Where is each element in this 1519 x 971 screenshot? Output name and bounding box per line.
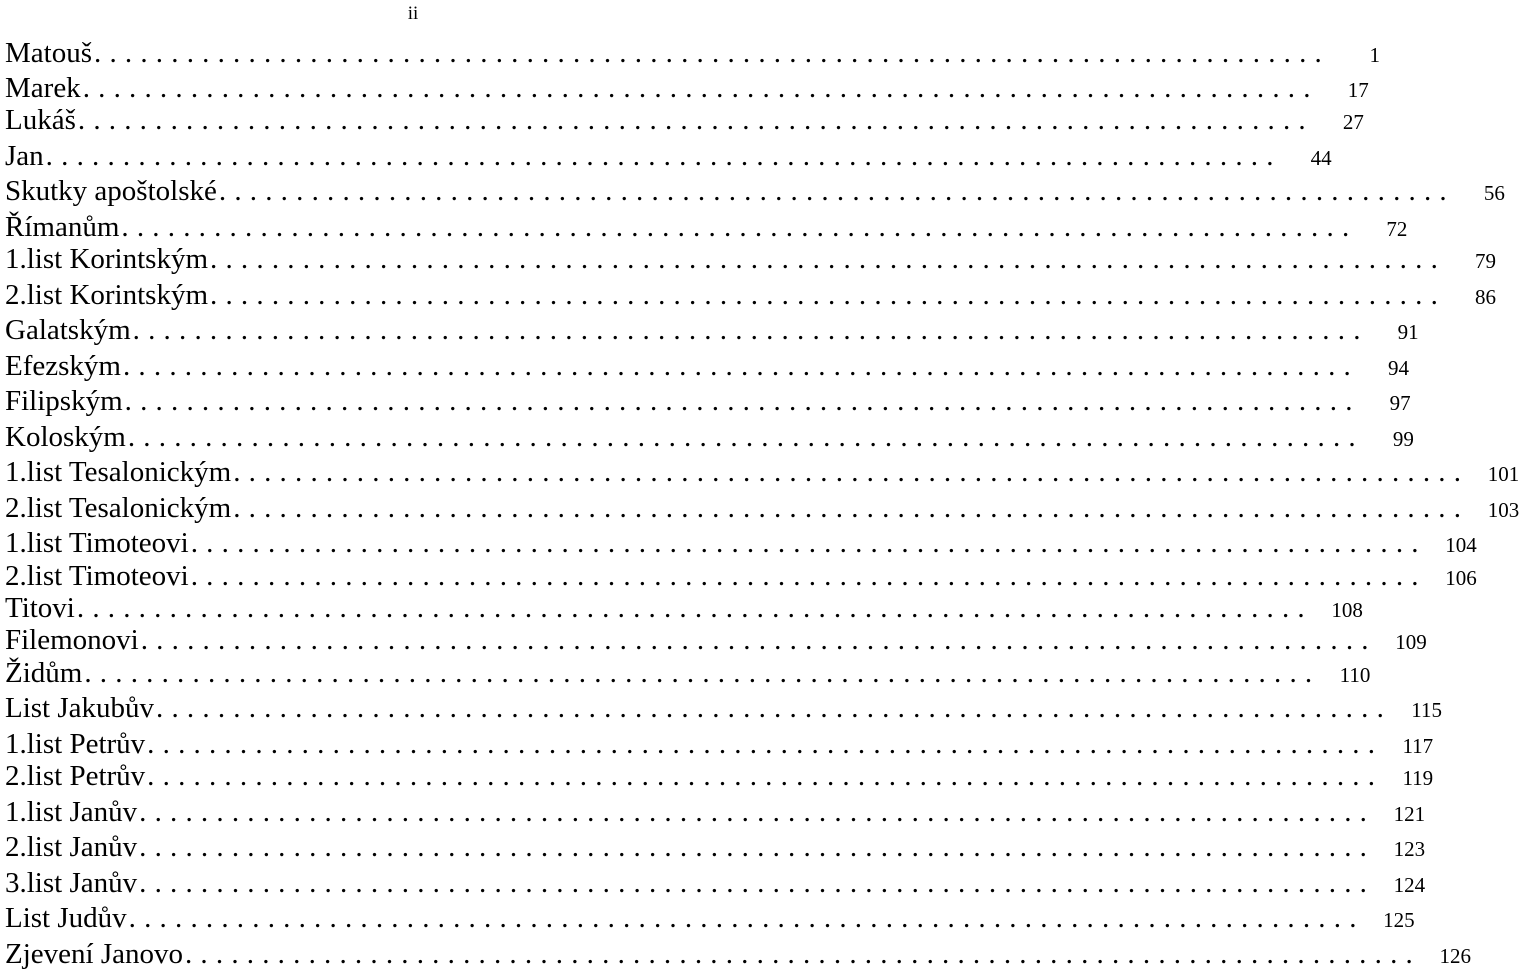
toc-entry-page: 17 [1347, 78, 1369, 102]
toc-entry[interactable] [5, 345, 1409, 382]
toc-entry-page: 44 [1310, 145, 1332, 170]
toc-entry-page: 125 [1383, 908, 1415, 933]
toc-dot-leader: ................................................................................ [76, 592, 1313, 625]
toc-dot-leader: ................................................................................ [147, 727, 1384, 760]
toc-dot-leader: ................................................................................ [127, 420, 1364, 453]
toc-entry-page: 124 [1393, 872, 1426, 897]
toc-entry-page: 110 [1339, 662, 1371, 687]
toc-entry-page: 99 [1392, 426, 1414, 451]
page-number: ii [407, 3, 419, 24]
toc-dot-leader: ................................................................................ [84, 656, 1321, 689]
toc-entry-page: 27 [1342, 110, 1364, 135]
toc-entry[interactable] [5, 688, 1443, 725]
toc-entry-page: 117 [1402, 733, 1434, 758]
toc-entry[interactable] [5, 759, 1434, 793]
toc-entry[interactable] [5, 310, 1419, 347]
toc-entry[interactable] [5, 523, 1477, 560]
toc-entry-page: 104 [1445, 533, 1477, 558]
toc-entry-title: 2.list Janův [5, 831, 138, 864]
toc-dot-leader: ................................................................................ [210, 243, 1447, 276]
toc-entry-page: 79 [1475, 249, 1497, 274]
toc-entry-title: List Judův [5, 902, 127, 935]
toc-dot-leader: ................................................................................ [124, 385, 1361, 418]
toc-entry-title: Lukáš [5, 104, 76, 137]
toc-entry-page: 86 [1475, 284, 1497, 309]
toc-entry[interactable] [5, 723, 1434, 760]
toc-entry-title: 1.list Petrův [5, 727, 146, 760]
toc-dot-leader: ................................................................................ [190, 527, 1427, 560]
toc-dot-leader: ................................................................................ [139, 795, 1376, 828]
toc-entry-title: Galatským [5, 314, 131, 347]
toc-dot-leader: ................................................................................ [210, 278, 1447, 311]
toc-entry-page: 119 [1402, 766, 1434, 791]
table-of-contents [5, 32, 1519, 970]
toc-entry[interactable] [5, 242, 1497, 276]
toc-entry-page: 1 [1369, 42, 1380, 67]
toc-entry[interactable] [5, 827, 1426, 864]
toc-entry[interactable] [5, 862, 1426, 899]
toc-entry[interactable] [5, 487, 1519, 524]
toc-entry-title: 2.list Petrův [5, 760, 146, 793]
toc-dot-leader: ................................................................................ [156, 692, 1393, 725]
toc-entry[interactable] [5, 135, 1332, 172]
toc-entry-title: Skutky apoštolské [5, 175, 217, 208]
toc-entry-page: 97 [1389, 391, 1411, 416]
toc-entry-title: Židům [5, 656, 83, 689]
toc-entry-page: 56 [1483, 181, 1505, 206]
toc-dot-leader: ................................................................................ [122, 349, 1359, 382]
toc-entry[interactable] [5, 103, 1364, 137]
toc-entry-title: 1.list Timoteovi [5, 527, 189, 560]
toc-entry[interactable] [5, 591, 1363, 625]
toc-dot-leader: ................................................................................ [132, 314, 1369, 347]
toc-entry[interactable] [5, 274, 1497, 311]
toc-dot-leader: ................................................................................ [139, 866, 1376, 899]
toc-entry[interactable] [5, 452, 1519, 489]
toc-entry-page: 126 [1439, 943, 1471, 968]
toc-dot-leader: ................................................................................ [121, 210, 1358, 243]
toc-entry[interactable] [5, 558, 1477, 592]
toc-entry[interactable] [5, 206, 1408, 243]
toc-dot-leader: ................................................................................ [147, 760, 1384, 793]
toc-entry-title: Římanům [5, 210, 120, 243]
toc-entry-title: 1.list Janův [5, 795, 138, 828]
toc-entry-title: 1.list Tesalonickým [5, 456, 232, 489]
toc-dot-leader: ................................................................................ [139, 831, 1376, 864]
toc-entry-title: Filemonovi [5, 624, 139, 657]
toc-entry-page: 103 [1487, 497, 1519, 522]
toc-entry[interactable] [5, 381, 1411, 418]
toc-entry-title: 1.list Korintským [5, 243, 209, 276]
toc-entry-page: 109 [1395, 630, 1427, 655]
toc-entry-title: Efezským [5, 349, 121, 382]
toc-entry-title: 2.list Korintským [5, 278, 209, 311]
toc-entry[interactable] [5, 933, 1471, 970]
toc-entry-page: 121 [1393, 801, 1426, 826]
toc-dot-leader: ................................................................................ [190, 559, 1427, 592]
toc-entry-title: Titovi [5, 592, 75, 625]
toc-entry[interactable] [5, 898, 1415, 935]
toc-entry-title: 2.list Timoteovi [5, 559, 189, 592]
toc-dot-leader: ................................................................................ [45, 139, 1282, 172]
toc-entry[interactable] [5, 655, 1371, 689]
toc-dot-leader: ................................................................................ [82, 72, 1319, 104]
toc-dot-leader: ................................................................................ [94, 36, 1330, 69]
toc-dot-leader: ................................................................................ [184, 937, 1421, 970]
toc-entry-title: Koloským [5, 420, 126, 453]
toc-entry-title: Zjevení Janovo [5, 937, 183, 970]
toc-entry[interactable] [5, 416, 1414, 453]
toc-entry[interactable] [5, 171, 1505, 208]
toc-dot-leader: ................................................................................ [77, 104, 1314, 137]
toc-dot-leader: ................................................................................ [233, 456, 1470, 489]
toc-entry-title: Marek [5, 72, 81, 104]
toc-entry-page: 106 [1445, 565, 1477, 590]
toc-dot-leader: ................................................................................ [233, 491, 1470, 524]
toc-dot-leader: ................................................................................ [140, 624, 1377, 657]
toc-entry[interactable] [5, 623, 1427, 657]
toc-entry[interactable] [5, 68, 1369, 104]
toc-entry-title: List Jakubův [5, 692, 155, 725]
toc-entry[interactable] [5, 32, 1380, 69]
toc-entry-title: Filipským [5, 385, 123, 418]
toc-entry[interactable] [5, 791, 1426, 828]
toc-entry-title: 3.list Janův [5, 866, 138, 899]
toc-entry-page: 123 [1393, 837, 1426, 862]
toc-entry-page: 94 [1387, 355, 1409, 380]
toc-dot-leader: ................................................................................ [218, 175, 1455, 208]
toc-entry-page: 72 [1386, 216, 1408, 241]
toc-dot-leader: ................................................................................ [128, 902, 1365, 935]
toc-entry-page: 101 [1487, 462, 1519, 487]
toc-entry-page: 115 [1411, 698, 1443, 723]
toc-entry-title: Jan [5, 139, 44, 172]
toc-entry-page: 108 [1331, 598, 1363, 623]
toc-entry-page: 91 [1397, 320, 1419, 345]
toc-entry-title: 2.list Tesalonickým [5, 491, 232, 524]
toc-entry-title: Matouš [5, 36, 92, 69]
